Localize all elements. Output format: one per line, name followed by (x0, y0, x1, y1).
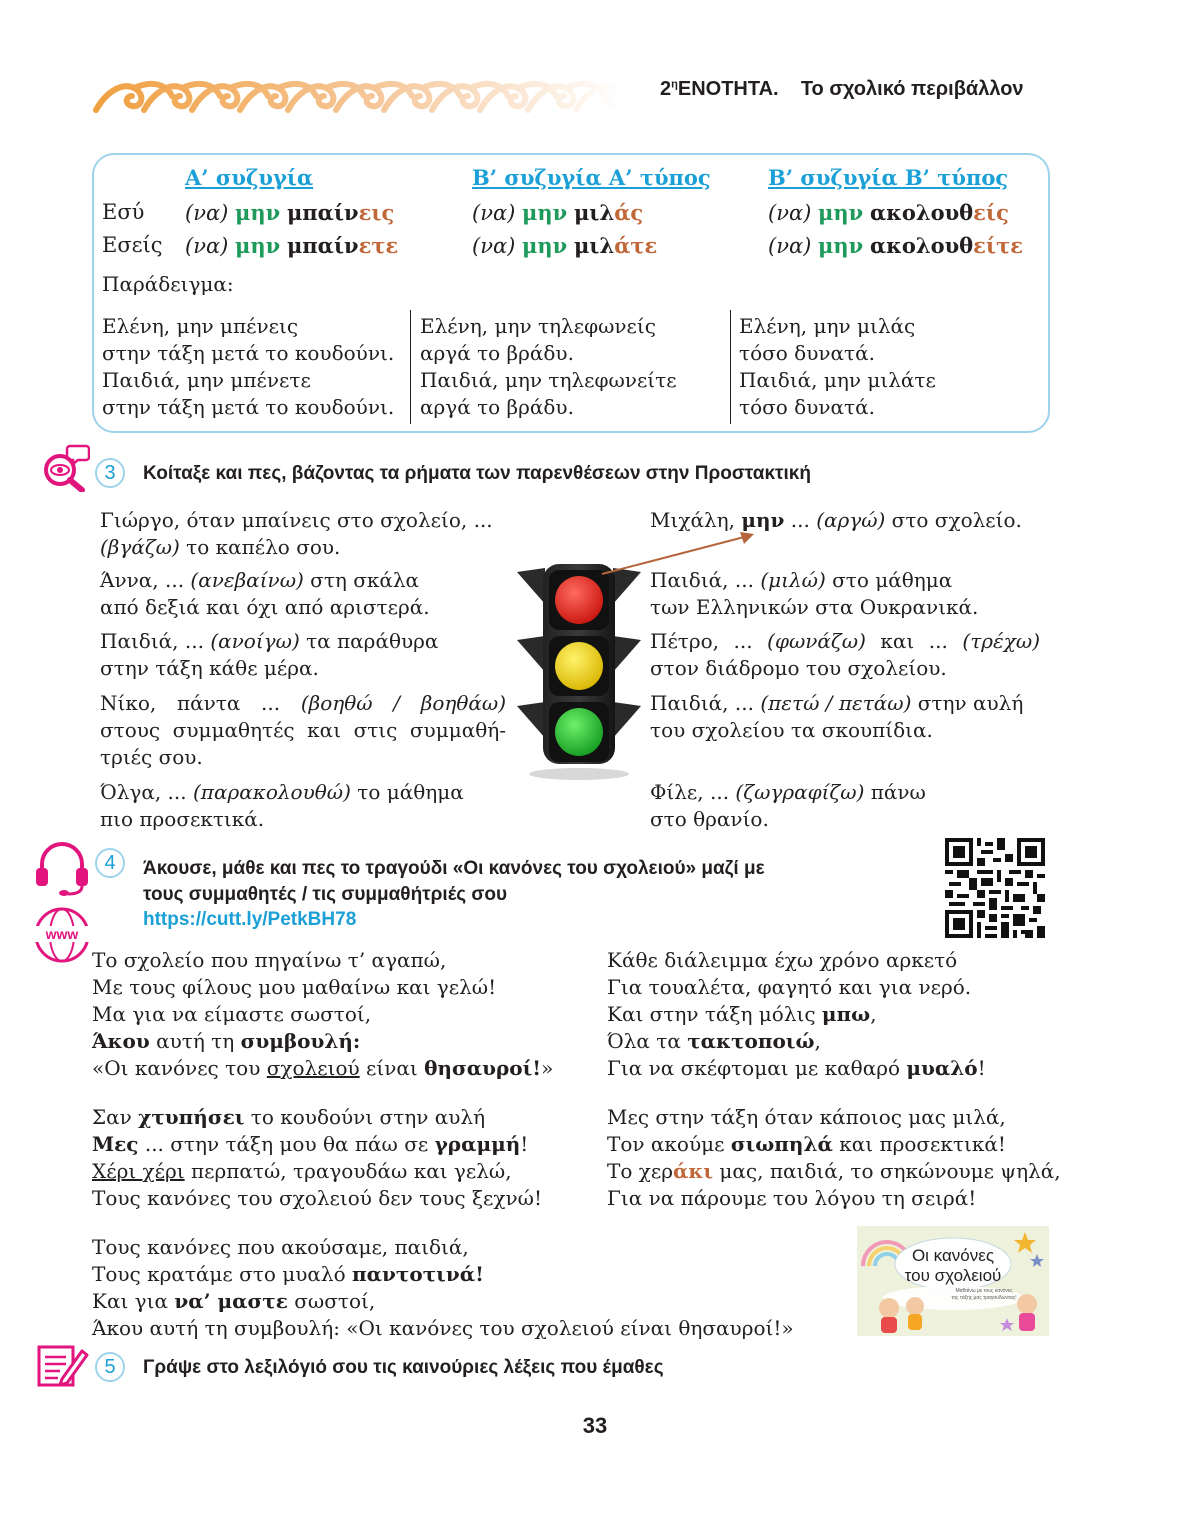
conj-b2-row1: (να) μην ακολουθείς (768, 200, 1009, 225)
sentence-paidia-speak: Παιδιά, ... (μιλώ) στο μάθημα των Ελληνικών στα Ουκρανικά. (650, 568, 979, 619)
sentence-petros: Πέτρο, ... (φωνάζω) και ... (τρέχω) στον διάδρομο του σχολείου. (650, 629, 1040, 680)
song-stanza-1: Το σχολείο που πηγαίνω τ’ αγαπώ, Με τους φίλους μου μαθαίνω και γελώ! Μα για να είμαστε σωστοί, Άκου αυτή τη συμβουλή: «Οι κανόνες του σχολειού είναι θησαυροί!» (92, 948, 554, 1080)
example-label: Παράδειγμα: (102, 272, 234, 296)
sentence-olga: Όλγα, ... (παρακολουθώ) το μάθημα πιο προσεκτικά. (100, 780, 464, 831)
conj-b2-row2: (να) μην ακολουθείτε (768, 233, 1023, 258)
conj-b1-row1: (να) μην μιλάς (472, 200, 644, 225)
sentence-michalis: Μιχάλη, μην ... (αργώ) στο σχολείο. (650, 508, 1022, 532)
column-heading-a: Α’ συζυγία (185, 165, 314, 190)
page-number: 33 (582, 1413, 608, 1438)
song-stanza-3: Σαν χτυπήσει το κουδούνι στην αυλή Μες ... στην τάξη μου θα πάω σε γραμμή! Χέρι χέρι περπατώ, τραγουδάω και γελώ, Τους κανόνες του σχολειού δεν τους ξεχνώ! (92, 1105, 542, 1210)
sentence-paidia-windows: Παιδιά, ... (ανοίγω) τα παράθυρα στην τάξη κάθε μέρα. (100, 629, 439, 680)
column-heading-b2: Β’ συζυγία Β’ τύπος (768, 165, 1009, 190)
unit-number-suffix: η (671, 78, 678, 91)
example-column-b1: Ελένη, μην τηλεφωνείς αργά το βράδυ. Παιδιά, μην τηλεφωνείτε αργά το βράδυ. (420, 314, 677, 419)
www-label: www (45, 926, 79, 942)
row-label-esy: Εσύ (102, 200, 145, 224)
song-link[interactable]: https://cutt.ly/PetkBH78 (143, 909, 357, 930)
example-column-a: Ελένη, μην μπένεις στην τάξη μετά το κουδούνι. Παιδιά, μην μπένετε στην τάξη μετά το κουδούνι. (102, 314, 395, 419)
unit-number: 2 (660, 78, 672, 100)
sentence-giorgos: Γιώργο, όταν μπαίνεις στο σχολείο, ... (βγάζω) το καπέλο σου. (100, 508, 493, 559)
song-card-subtitle-2: της τάξης μας τραγουδώντας! (951, 1295, 1017, 1301)
activity-number-5: 5 (95, 1352, 125, 1382)
activity-number-4: 4 (95, 848, 125, 878)
unit-word: ΕΝΟΤΗΤΑ. (677, 78, 779, 100)
activity-3-title: Κοίταξε και πες, βάζοντας τα ρήματα των παρενθέσεων στην Προστακτική (143, 463, 811, 484)
decorative-wave-border (92, 72, 652, 118)
sentence-anna: Άννα, ... (ανεβαίνω) στη σκάλα από δεξιά και όχι από αριστερά. (100, 568, 430, 619)
song-stanza-5: Τους κανόνες που ακούσαμε, παιδιά, Τους κρατάμε στο μυαλό παντοτινά! Και για να’ μαστε σωστοί, Άκου αυτή τη συμβουλή: «Οι κανόνες του σχολειού είναι θησαυροί!» (92, 1235, 794, 1340)
song-card-title-1: Οι κανόνες (911, 1246, 995, 1265)
www-globe-icon (32, 906, 92, 964)
activity-number-3: 3 (95, 458, 125, 488)
song-stanza-4: Μες στην τάξη όταν κάποιος μας μιλά, Τον ακούμε σιωπηλά και προσεκτικά! Το χεράκι μας, παιδιά, το σηκώνουμε ψηλά, Για να πάρουμε του λόγου τη σειρά! (607, 1105, 1061, 1210)
song-card-illustration (857, 1226, 1049, 1336)
column-heading-b1: Β’ συζυγία Α’ τύπος (472, 165, 711, 190)
column-divider (410, 310, 411, 424)
unit-title: Το σχολικό περιβάλλον (800, 78, 1024, 100)
write-notebook-icon (36, 1343, 90, 1389)
column-divider (730, 310, 731, 424)
activity-4-title: Άκουσε, μάθε και πες το τραγούδι «Οι κανόνες του σχολειού» μαζί με τους συμμαθητές / τις συμμαθήτριές σου (143, 858, 765, 905)
song-card-subtitle-1: Μαθαίνω με τους κανόνες (955, 1288, 1013, 1294)
activity-5-title: Γράψε στο λεξιλόγιό σου τις καινούριες λέξεις που έμαθες (143, 1357, 664, 1378)
unit-header (660, 78, 1024, 101)
qr-code[interactable] (945, 838, 1045, 938)
sentence-file: Φίλε, ... (ζωγραφίζω) πάνω στο θρανίο. (650, 780, 926, 831)
sentence-paidia-litter: Παιδιά, ... (πετώ / πετάω) στην αυλή του σχολείου τα σκουπίδια. (650, 691, 1024, 742)
conj-a-row2: (να) μην μπαίνετε (185, 233, 399, 258)
traffic-light-image (515, 560, 643, 782)
conj-b1-row2: (να) μην μιλάτε (472, 233, 658, 258)
example-column-b2: Ελένη, μην μιλάς τόσο δυνατά. Παιδιά, μην μιλάτε τόσο δυνατά. (739, 314, 936, 419)
sentence-niko: Νίκο, πάντα ... (βοηθώ / βοηθάω) στους συμμαθητές και στις συμμαθή- τριές σου. (100, 691, 506, 769)
conj-a-row1: (να) μην μπαίνεις (185, 200, 395, 225)
song-stanza-2: Κάθε διάλειμμα έχω χρόνο αρκετό Για τουαλέτα, φαγητό και για νερό. Και στην τάξη μόλις μπω, Όλα τα τακτοποιώ, Για να σκέφτομαι με καθαρό μυαλό! (607, 948, 986, 1080)
headphones-icon (34, 840, 90, 896)
row-label-eseis: Εσείς (102, 233, 163, 257)
song-card-title-2: του σχολειού (904, 1266, 1002, 1285)
look-and-speak-icon (38, 442, 90, 492)
